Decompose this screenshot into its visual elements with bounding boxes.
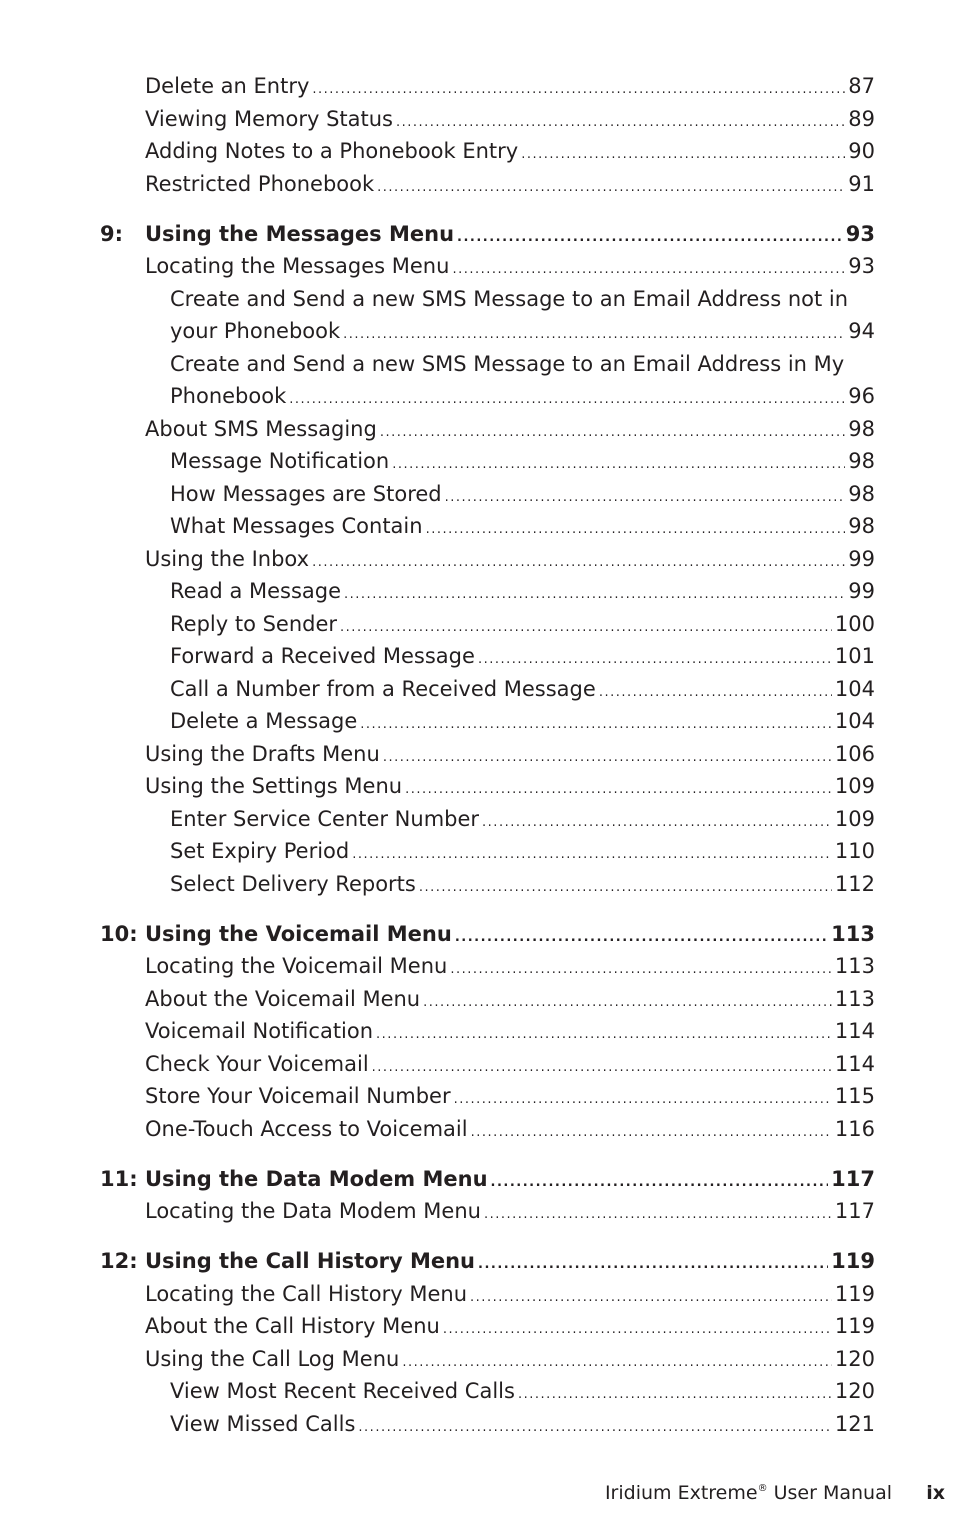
entry-page-number: 104 <box>834 676 875 701</box>
toc-entry[interactable] <box>0 1375 875 1408</box>
toc-entry[interactable] <box>0 315 875 348</box>
toc-entry-first-line[interactable]: Create and Send a new SMS Message to an Email Address not in <box>170 286 849 311</box>
toc-entry[interactable] <box>0 575 875 608</box>
toc-entry[interactable] <box>0 608 875 641</box>
chapter-number: 10: <box>100 921 138 946</box>
entry-page-number: 117 <box>834 1199 875 1223</box>
toc-entry[interactable] <box>0 1310 875 1343</box>
toc-entry[interactable] <box>0 950 875 983</box>
entry-title: Using the Voicemail Menu <box>145 921 452 946</box>
entry-title: Voicemail Notification <box>145 1019 374 1043</box>
toc-entry[interactable] <box>0 1343 875 1376</box>
entry-title: Reply to Sender <box>170 611 338 636</box>
entry-title: Using the Messages Menu <box>145 221 455 246</box>
entry-title: Viewing Memory Status <box>145 106 393 131</box>
toc-entry[interactable] <box>0 103 875 136</box>
page-footer <box>0 1482 975 1510</box>
toc-entry[interactable] <box>0 380 875 413</box>
entry-title: About SMS Messaging <box>145 416 377 441</box>
toc-entry[interactable] <box>0 673 875 706</box>
toc-entry[interactable] <box>0 1015 875 1048</box>
entry-page-number: 89 <box>848 106 875 131</box>
entry-title: Locating the Data Modem Menu <box>145 1199 481 1223</box>
dot-leader <box>358 1412 831 1445</box>
toc-entry[interactable] <box>0 1080 875 1113</box>
entry-title: Locating the Call History Menu <box>145 1281 468 1306</box>
entry-page-number: 113 <box>834 986 875 1011</box>
entry-title: your Phonebook <box>170 319 341 343</box>
entry-page-number: 91 <box>848 171 875 196</box>
entry-page-number: 101 <box>834 644 875 668</box>
entry-page-number: 121 <box>834 1411 875 1436</box>
entry-page-number: 119 <box>834 1314 875 1338</box>
toc-entry[interactable] <box>0 1408 875 1441</box>
entry-title: Message Notification <box>170 449 390 473</box>
entry-page-number: 98 <box>848 416 875 441</box>
entry-title: View Most Recent Received Calls <box>170 1379 515 1403</box>
entry-title: Store Your Voicemail Number <box>145 1084 451 1108</box>
entry-page-number: 106 <box>834 741 875 766</box>
toc-chapter[interactable] <box>0 1163 875 1196</box>
entry-page-number: 94 <box>848 319 875 343</box>
toc-entry[interactable] <box>0 135 875 168</box>
entry-title: One-Touch Access to Voicemail <box>145 1116 468 1141</box>
entry-page-number: 98 <box>848 481 875 506</box>
toc-entry[interactable] <box>0 640 875 673</box>
entry-title: About the Call History Menu <box>145 1314 440 1338</box>
toc-chapter[interactable] <box>0 918 875 951</box>
entry-page-number: 114 <box>834 1019 875 1043</box>
chapter-number: 9: <box>100 221 124 246</box>
entry-page-number: 119 <box>831 1249 875 1273</box>
toc-entry[interactable] <box>0 250 875 283</box>
entry-title: Set Expiry Period <box>170 839 350 863</box>
entry-page-number: 112 <box>834 871 875 896</box>
entry-title: Using the Settings Menu <box>145 774 403 798</box>
entry-page-number: 110 <box>834 839 875 863</box>
entry-page-number: 100 <box>834 611 875 636</box>
toc-entry[interactable] <box>0 835 875 868</box>
toc-entry[interactable] <box>0 413 875 446</box>
entry-page-number: 115 <box>834 1084 875 1108</box>
entry-page-number: 93 <box>848 254 875 278</box>
toc-entry[interactable] <box>0 1113 875 1146</box>
entry-page-number: 93 <box>845 221 875 246</box>
entry-page-number: 113 <box>831 921 875 946</box>
entry-page-number: 99 <box>848 546 875 571</box>
dot-leader <box>452 254 845 287</box>
entry-title: Using the Call Log Menu <box>145 1346 400 1371</box>
page-number: ix <box>926 1482 945 1504</box>
entry-page-number: 120 <box>834 1379 875 1403</box>
toc-entry-first-line[interactable]: Create and Send a new SMS Message to an Email Address in My <box>170 351 845 376</box>
registered-mark: ® <box>757 1483 768 1494</box>
toc-entry[interactable] <box>0 478 875 511</box>
toc-entry[interactable] <box>0 803 875 836</box>
entry-title: Using the Call History Menu <box>145 1249 476 1273</box>
toc-entry[interactable] <box>0 70 875 103</box>
entry-title: Using the Data Modem Menu <box>145 1166 488 1191</box>
toc-entry[interactable] <box>0 738 875 771</box>
entry-title: Locating the Voicemail Menu <box>145 954 448 978</box>
toc-entry[interactable] <box>0 1278 875 1311</box>
toc-entry[interactable] <box>0 1048 875 1081</box>
entry-title: What Messages Contain <box>170 514 423 538</box>
entry-page-number: 117 <box>831 1166 875 1191</box>
entry-page-number: 104 <box>834 709 875 733</box>
entry-page-number: 87 <box>848 74 875 98</box>
entry-page-number: 96 <box>848 384 875 408</box>
toc-entry[interactable] <box>0 1195 875 1228</box>
entry-title: Delete an Entry <box>145 74 310 98</box>
toc-entry[interactable] <box>0 705 875 738</box>
entry-title: About the Voicemail Menu <box>145 986 421 1011</box>
entry-page-number: 90 <box>848 139 875 163</box>
entry-title: Locating the Messages Menu <box>145 254 450 278</box>
dot-leader <box>484 1199 832 1232</box>
entry-page-number: 114 <box>834 1051 875 1076</box>
toc-entry[interactable] <box>0 983 875 1016</box>
entry-title: Adding Notes to a Phonebook Entry <box>145 139 519 163</box>
entry-title: View Missed Calls <box>170 1411 356 1436</box>
entry-title: Delete a Message <box>170 709 358 733</box>
entry-title: Read a Message <box>170 579 342 603</box>
entry-page-number: 109 <box>834 806 875 831</box>
entry-title: Enter Service Center Number <box>170 806 480 831</box>
entry-page-number: 113 <box>834 954 875 978</box>
toc-entry[interactable] <box>0 168 875 201</box>
toc-chapter[interactable] <box>0 1245 875 1278</box>
entry-page-number: 116 <box>834 1116 875 1141</box>
entry-title: Check Your Voicemail <box>145 1051 369 1076</box>
entry-page-number: 120 <box>834 1346 875 1371</box>
entry-page-number: 109 <box>834 774 875 798</box>
entry-title: Call a Number from a Received Message <box>170 676 596 701</box>
entry-title: Restricted Phonebook <box>145 171 375 196</box>
toc-chapter[interactable] <box>0 218 875 251</box>
entry-title: Phonebook <box>170 384 287 408</box>
toc-entry[interactable] <box>0 445 875 478</box>
entry-page-number: 98 <box>848 514 875 538</box>
entry-title: Select Delivery Reports <box>170 871 416 896</box>
entry-page-number: 99 <box>848 579 875 603</box>
toc-entry[interactable] <box>0 868 875 901</box>
dot-leader <box>471 1117 832 1150</box>
entry-title: Using the Inbox <box>145 546 310 571</box>
entry-title: How Messages are Stored <box>170 481 442 506</box>
table-of-contents <box>0 70 975 1440</box>
dot-leader <box>343 319 845 352</box>
chapter-number: 12: <box>100 1249 138 1273</box>
entry-title: Forward a Received Message <box>170 644 475 668</box>
toc-entry[interactable] <box>0 543 875 576</box>
toc-entry[interactable] <box>0 510 875 543</box>
entry-page-number: 98 <box>848 449 875 473</box>
dot-leader <box>419 872 832 905</box>
dot-leader <box>377 172 845 205</box>
entry-title: Using the Drafts Menu <box>145 741 380 766</box>
toc-entry[interactable] <box>0 770 875 803</box>
manual-title: Iridium Extreme® User Manual <box>604 1482 892 1504</box>
chapter-number: 11: <box>100 1166 138 1191</box>
entry-page-number: 119 <box>834 1281 875 1306</box>
